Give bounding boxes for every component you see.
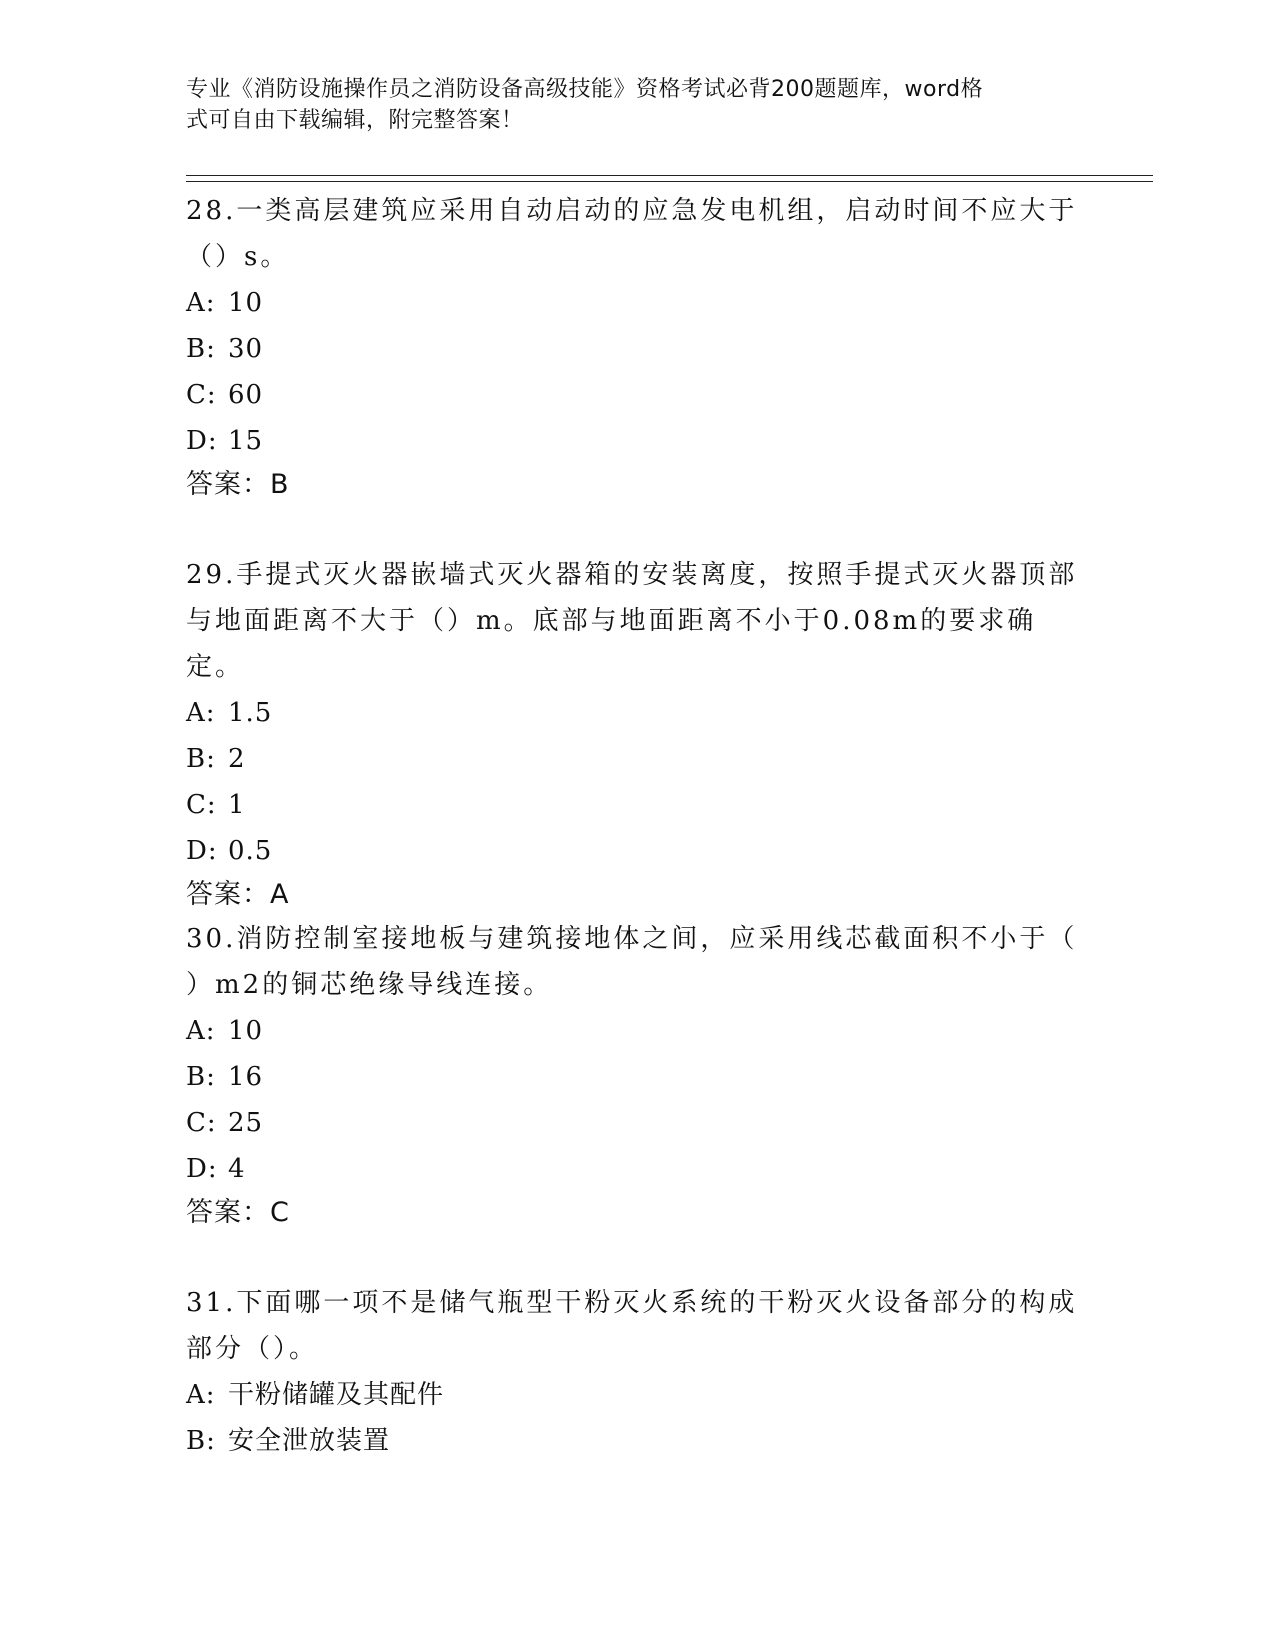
option-text: 安全泄放装置 xyxy=(228,1426,391,1456)
option-text: 25 xyxy=(228,1108,264,1138)
option-a xyxy=(186,1372,1086,1418)
option-d xyxy=(186,418,1086,464)
option-key: D: xyxy=(186,836,218,866)
option-text: 60 xyxy=(228,380,264,410)
option-text: 10 xyxy=(228,288,264,318)
option-a xyxy=(186,690,1086,736)
question-stem-line-2: 部分（）。 xyxy=(186,1334,319,1364)
option-text: 干粉储罐及其配件 xyxy=(228,1380,445,1410)
option-text: 0.5 xyxy=(228,836,273,866)
question-stem-line-2: （）s。 xyxy=(186,242,290,272)
option-key: D: xyxy=(186,1154,218,1184)
document-header xyxy=(186,74,1066,136)
option-a xyxy=(186,280,1086,326)
answer-line: 答案：A xyxy=(186,879,290,910)
option-b xyxy=(186,1418,1086,1464)
header-line-1: 专业《消防设施操作员之消防设备高级技能》资格考试必背200题题库，word格 xyxy=(186,77,984,102)
question-stem-line-1: 29.手提式灭火器嵌墙式灭火器箱的安装离度，按照手提式灭火器顶部 xyxy=(186,560,1078,590)
question-29 xyxy=(186,552,1086,916)
option-key: B: xyxy=(186,334,216,364)
option-key: C: xyxy=(186,790,217,820)
question-stem-line-1: 28.一类高层建筑应采用自动启动的应急发电机组，启动时间不应大于 xyxy=(186,196,1078,226)
header-divider-bottom xyxy=(186,181,1153,182)
option-text: 10 xyxy=(228,1016,264,1046)
option-b xyxy=(186,326,1086,372)
option-c xyxy=(186,782,1086,828)
question-stem-line-1: 31.下面哪一项不是储气瓶型干粉灭火系统的干粉灭火设备部分的构成 xyxy=(186,1288,1078,1318)
option-d xyxy=(186,828,1086,874)
option-text: 1.5 xyxy=(228,698,273,728)
option-b xyxy=(186,1054,1086,1100)
option-key: A: xyxy=(186,288,216,318)
option-key: A: xyxy=(186,1380,216,1410)
option-d xyxy=(186,1146,1086,1192)
option-key: A: xyxy=(186,1016,216,1046)
answer-line: 答案：B xyxy=(186,469,290,500)
option-text: 4 xyxy=(228,1154,246,1184)
option-key: C: xyxy=(186,1108,217,1138)
option-text: 2 xyxy=(228,744,246,774)
question-stem-line-1: 30.消防控制室接地板与建筑接地体之间，应采用线芯截面积不小于（ xyxy=(186,924,1078,954)
question-28 xyxy=(186,188,1086,506)
question-30 xyxy=(186,916,1086,1234)
option-text: 1 xyxy=(228,790,246,820)
answer-line: 答案：C xyxy=(186,1197,290,1228)
question-stem-line-2: 与地面距离不大于（）m。底部与地面距离不小于0.08m的要求确定。 xyxy=(186,606,1037,682)
option-b xyxy=(186,736,1086,782)
option-c xyxy=(186,372,1086,418)
option-text: 30 xyxy=(228,334,264,364)
header-line-2: 式可自由下载编辑，附完整答案！ xyxy=(186,108,524,133)
option-key: D: xyxy=(186,426,218,456)
question-stem-line-2: ）m2的铜芯绝缘导线连接。 xyxy=(186,970,553,1000)
question-31 xyxy=(186,1280,1086,1464)
option-key: B: xyxy=(186,744,216,774)
option-key: A: xyxy=(186,698,216,728)
option-text: 16 xyxy=(228,1062,264,1092)
option-key: B: xyxy=(186,1062,216,1092)
option-key: B: xyxy=(186,1426,216,1456)
option-key: C: xyxy=(186,380,217,410)
option-a xyxy=(186,1008,1086,1054)
option-c xyxy=(186,1100,1086,1146)
option-text: 15 xyxy=(228,426,264,456)
header-divider-top xyxy=(186,175,1153,176)
